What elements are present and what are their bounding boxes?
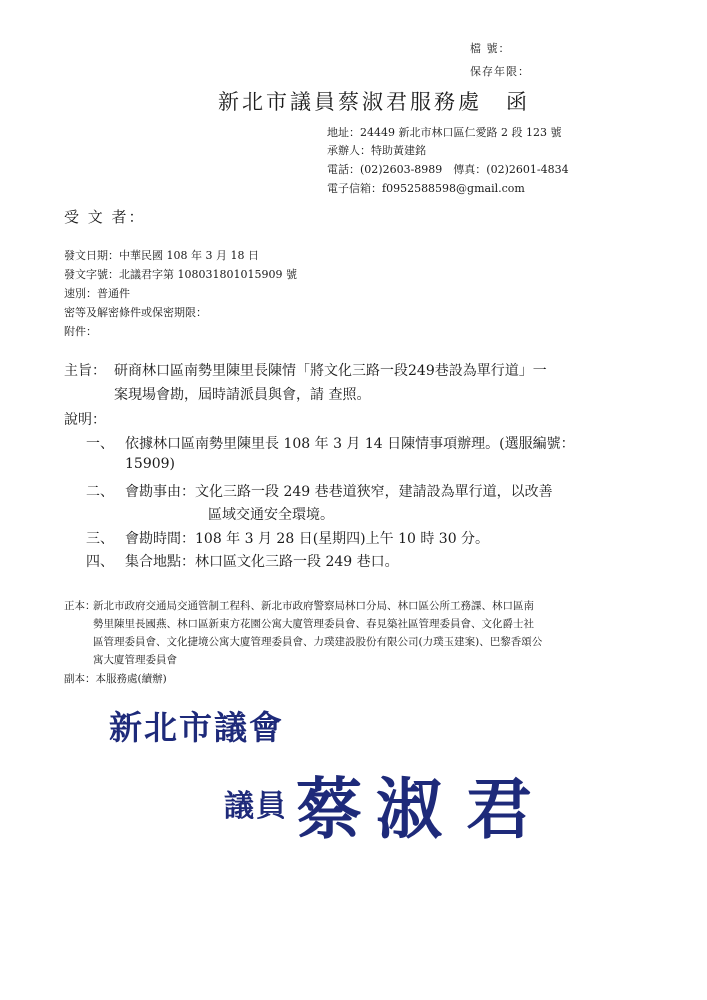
attachment-label: 附件： bbox=[64, 325, 97, 338]
explanation-item-text-cont: 區域交通安全環境。 bbox=[208, 507, 334, 523]
contact-email: 電子信箱：f0952588598@gmail.com bbox=[327, 182, 525, 195]
explanation-item-num: 三、 bbox=[86, 531, 114, 547]
secrecy-level: 密等及解密條件或保密期限： bbox=[64, 306, 207, 319]
council-stamp: 新北市議會 bbox=[109, 708, 284, 747]
issue-number: 發文字號：北議君字第 108031801015909 號 bbox=[64, 268, 297, 281]
subject-label: 主旨： bbox=[64, 363, 106, 379]
copy-recipients: 副本：本服務處(續辦) bbox=[64, 673, 167, 685]
explanation-label: 說明： bbox=[64, 412, 106, 428]
file-number-label: 檔 號： bbox=[470, 42, 511, 55]
issue-date: 發文日期：中華民國 108 年 3 月 18 日 bbox=[64, 249, 259, 262]
retention-period-label: 保存年限： bbox=[470, 65, 530, 78]
document-title: 新北市議員蔡淑君服務處 函 bbox=[218, 90, 530, 114]
explanation-item-text: 會勘時間：108 年 3 月 28 日(星期四)上午 10 時 30 分。 bbox=[125, 531, 490, 547]
explanation-item-text: 依據林口區南勢里陳里長 108 年 3 月 14 日陳情事項辦理。(選服編號： bbox=[125, 436, 575, 452]
contact-address: 地址：24449 新北市林口區仁愛路 2 段 123 號 bbox=[327, 126, 562, 139]
main-recipients-line: 區管理委員會、文化捷境公寓大廈管理委員會、力璞建設股份有限公司(力璞玉建案)、巴黎香頌公 bbox=[93, 636, 543, 648]
explanation-item-num: 二、 bbox=[86, 484, 114, 500]
explanation-item-text-cont: 15909) bbox=[125, 456, 175, 472]
contact-handler: 承辦人：特助黃建銘 bbox=[327, 144, 426, 157]
councilor-title-stamp: 議員 bbox=[224, 789, 288, 824]
subject-line-2: 案現場會勘，屆時請派員與會，請 查照。 bbox=[114, 387, 371, 403]
contact-phone-fax: 電話：(02)2603-8989 傳真：(02)2601-4834 bbox=[327, 163, 569, 176]
main-recipients-line: 新北市政府交通局交通管制工程科、新北市政府警察局林口分局、林口區公所工務課、林口區南 bbox=[93, 600, 534, 612]
explanation-item-num: 一、 bbox=[86, 436, 114, 452]
explanation-item-text: 會勘事由：文化三路一段 249 巷巷道狹窄，建請設為單行道，以改善 bbox=[125, 484, 553, 500]
explanation-item-text: 集合地點：林口區文化三路一段 249 巷口。 bbox=[125, 554, 399, 570]
recipient-label: 受 文 者： bbox=[64, 208, 146, 226]
main-recipients-line: 勢里陳里長國燕、林口區新東方花園公寓大廈管理委員會、春見築社區管理委員會、文化爵士社 bbox=[93, 618, 534, 630]
councilor-name-char: 蔡 bbox=[296, 771, 362, 848]
delivery-speed: 速別：普通件 bbox=[64, 287, 130, 300]
councilor-name-char: 淑 bbox=[376, 771, 442, 848]
subject-line-1: 研商林口區南勢里陳里長陳情「將文化三路一段249巷設為單行道」一 bbox=[114, 363, 547, 379]
explanation-item-num: 四、 bbox=[86, 554, 114, 570]
councilor-name-char: 君 bbox=[466, 771, 532, 848]
main-recipients-label: 正本： bbox=[64, 600, 96, 612]
main-recipients-line: 寓大廈管理委員會 bbox=[93, 654, 177, 666]
